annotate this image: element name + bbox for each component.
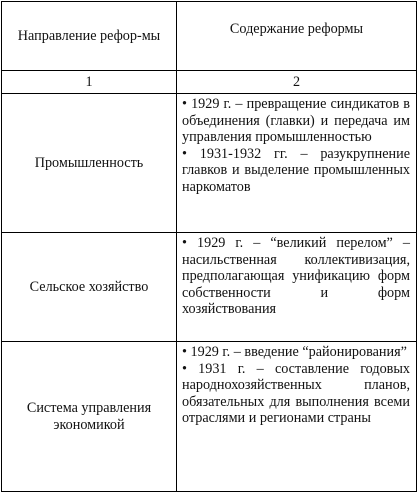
header-row <box>2 2 417 71</box>
header-direction: Направление рефор-мы <box>2 2 177 71</box>
table-row <box>2 233 417 342</box>
table-row <box>2 94 417 233</box>
direction-cell: Сельское хозяйство <box>2 233 177 342</box>
column-number-row <box>2 71 417 94</box>
list-item: • 1929 г. – превращение синдикатов в объединения (главки) и передача им управления промышленностью <box>182 96 410 146</box>
content-cell <box>177 342 417 492</box>
direction-cell: Система управления экономикой <box>2 342 177 492</box>
list-item: • 1929 г. – введение “районирования” <box>182 344 407 360</box>
list-item: • 1929 г. – “великий перелом” – насильственная коллективизация, предполагающая унификацию форм собственности и форм хозяйствования <box>182 235 410 318</box>
column-number-2: 2 <box>177 71 417 94</box>
content-cell <box>177 233 417 342</box>
list-item: • 1931 г. – составление годовых народнохозяйственных планов, обязательных для выполнения всеми отраслями и регионами страны <box>182 360 410 427</box>
direction-cell: Промышленность <box>2 94 177 233</box>
reform-table <box>1 1 417 492</box>
table-row <box>2 342 417 492</box>
content-cell <box>177 94 417 233</box>
column-number-1: 1 <box>2 71 177 94</box>
list-item: • 1931-1932 гг. – разукрупнение главков и выделение промышленных наркоматов <box>182 145 410 195</box>
header-content: Содержание реформы <box>177 2 417 71</box>
